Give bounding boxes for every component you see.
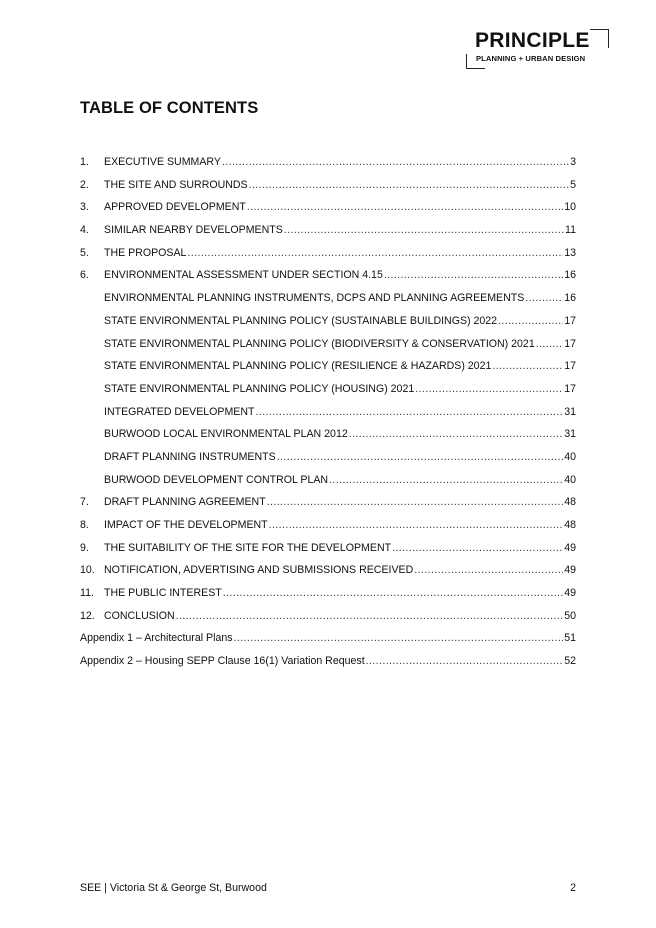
toc-entry-page[interactable]: 52: [564, 655, 576, 668]
toc-entry-number: 6.: [80, 269, 89, 282]
toc-entry-page[interactable]: 50: [564, 609, 576, 622]
toc-entry-label[interactable]: SIMILAR NEARBY DEVELOPMENTS: [104, 224, 283, 237]
toc-entry-label[interactable]: BURWOOD LOCAL ENVIRONMENTAL PLAN 2012: [104, 428, 348, 441]
toc-entry-label[interactable]: APPROVED DEVELOPMENT: [104, 201, 246, 214]
toc-entry-label[interactable]: THE PROPOSAL: [104, 246, 187, 259]
toc-entry-page[interactable]: 16: [564, 269, 576, 282]
toc-entry-label[interactable]: NOTIFICATION, ADVERTISING AND SUBMISSIONS RECEIVED: [104, 564, 414, 577]
toc-dot-leader: [222, 156, 569, 168]
toc-dot-leader: [415, 383, 563, 395]
toc-dot-leader: [176, 610, 564, 622]
toc-entry-label[interactable]: INTEGRATED DEVELOPMENT: [104, 405, 255, 418]
toc-entry[interactable]: [80, 655, 576, 678]
toc-entry-number: 7.: [80, 496, 89, 509]
toc-entry-number: 1.: [80, 156, 89, 168]
toc-entry-label[interactable]: IMPACT OF THE DEVELOPMENT: [104, 519, 268, 531]
toc-dot-leader: [414, 564, 563, 576]
toc-entry-page[interactable]: 40: [564, 450, 576, 463]
toc-entry-page[interactable]: 49: [564, 587, 576, 600]
toc-entry[interactable]: [80, 474, 576, 497]
toc-entry-label[interactable]: DRAFT PLANNING INSTRUMENTS: [104, 450, 276, 463]
toc-title: TABLE OF CONTENTS: [80, 99, 259, 117]
toc-dot-leader: [256, 406, 564, 418]
toc-entry-page[interactable]: 49: [564, 541, 576, 554]
logo-tagline: PLANNING + URBAN DESIGN: [476, 54, 586, 63]
toc-entry-label[interactable]: ENVIRONMENTAL ASSESSMENT UNDER SECTION 4.15: [104, 269, 383, 282]
toc-dot-leader: [366, 655, 564, 667]
toc-entry-page[interactable]: 49: [564, 564, 576, 577]
toc-entry[interactable]: [80, 247, 576, 270]
toc-entry[interactable]: [80, 451, 576, 474]
toc-entry[interactable]: [80, 383, 576, 406]
footer-document-reference: SEE | Victoria St & George St, Burwood: [80, 882, 267, 894]
toc-entry[interactable]: [80, 542, 576, 565]
toc-entry-page[interactable]: 10: [564, 201, 576, 214]
toc-entry[interactable]: [80, 201, 576, 224]
toc-entry-label[interactable]: STATE ENVIRONMENTAL PLANNING POLICY (HOUSING) 2021: [104, 382, 415, 395]
toc-dot-leader: [247, 201, 563, 213]
toc-dot-leader: [392, 542, 563, 554]
toc-entry-label[interactable]: Appendix 1 – Architectural Plans: [80, 632, 233, 645]
toc-dot-leader: [384, 269, 563, 281]
toc-entry-number: 2.: [80, 178, 89, 191]
toc-dot-leader: [269, 519, 564, 531]
toc-entry-label[interactable]: STATE ENVIRONMENTAL PLANNING POLICY (RESILIENCE & HAZARDS) 2021: [104, 360, 492, 373]
toc-entry[interactable]: [80, 564, 576, 587]
toc-entry[interactable]: [80, 496, 576, 519]
toc-entry-page[interactable]: 11: [565, 224, 576, 237]
toc-entry-label[interactable]: STATE ENVIRONMENTAL PLANNING POLICY (SUSTAINABLE BUILDINGS) 2022: [104, 314, 498, 327]
toc-entry[interactable]: [80, 360, 576, 383]
toc-dot-leader: [284, 224, 564, 236]
toc-dot-leader: [349, 428, 563, 440]
toc-entry-page[interactable]: 51: [564, 632, 576, 645]
toc-entry-page[interactable]: 3: [570, 156, 576, 168]
toc-dot-leader: [187, 247, 563, 259]
toc-entry-page[interactable]: 48: [564, 496, 576, 509]
toc-entry-label[interactable]: ENVIRONMENTAL PLANNING INSTRUMENTS, DCPS AND PLANNING AGREEMENTS: [104, 292, 525, 305]
toc-entry-label[interactable]: Appendix 2 – Housing SEPP Clause 16(1) Variation Request: [80, 655, 365, 668]
toc-entry-label[interactable]: CONCLUSION: [104, 609, 175, 622]
toc-entry[interactable]: [80, 610, 576, 633]
toc-entry-page[interactable]: 17: [564, 337, 576, 350]
table-of-contents: [80, 156, 576, 678]
toc-entry-page[interactable]: 48: [564, 519, 576, 531]
toc-entry-page[interactable]: 17: [564, 314, 576, 327]
toc-entry-number: 8.: [80, 519, 89, 531]
toc-dot-leader: [249, 179, 569, 191]
toc-entry[interactable]: [80, 269, 576, 292]
toc-dot-leader: [498, 315, 563, 327]
toc-entry[interactable]: [80, 428, 576, 451]
toc-entry-number: 11.: [80, 587, 94, 600]
toc-entry-page[interactable]: 5: [570, 178, 576, 191]
toc-dot-leader: [536, 338, 563, 350]
toc-entry-label[interactable]: THE SUITABILITY OF THE SITE FOR THE DEVELOPMENT: [104, 541, 392, 554]
toc-entry-page[interactable]: 31: [564, 405, 576, 418]
logo-bracket-top-right-icon: [590, 29, 609, 48]
toc-entry-page[interactable]: 17: [564, 360, 576, 373]
toc-entry-page[interactable]: 31: [564, 428, 576, 441]
toc-entry-number: 10.: [80, 564, 95, 577]
toc-dot-leader: [234, 632, 564, 644]
toc-entry-number: 12.: [80, 609, 95, 622]
toc-dot-leader: [223, 587, 563, 599]
toc-entry-page[interactable]: 13: [564, 246, 576, 259]
toc-entry-number: 9.: [80, 541, 89, 554]
toc-dot-leader: [277, 451, 564, 463]
toc-entry[interactable]: [80, 632, 576, 655]
toc-entry[interactable]: [80, 406, 576, 429]
principle-logo: [463, 28, 613, 72]
toc-dot-leader: [329, 474, 563, 486]
toc-entry-label[interactable]: THE PUBLIC INTEREST: [104, 587, 222, 600]
toc-entry[interactable]: [80, 315, 576, 338]
toc-dot-leader: [492, 360, 563, 372]
toc-entry-page[interactable]: 17: [564, 382, 576, 395]
toc-entry-label[interactable]: EXECUTIVE SUMMARY: [104, 156, 221, 168]
toc-entry-number: 4.: [80, 224, 89, 237]
toc-entry[interactable]: [80, 156, 576, 179]
toc-entry-label[interactable]: STATE ENVIRONMENTAL PLANNING POLICY (BIODIVERSITY & CONSERVATION) 2021: [104, 337, 535, 350]
footer-page-number: 2: [570, 882, 576, 894]
logo-brand-name: PRINCIPLE: [475, 29, 590, 52]
page-footer: [80, 882, 576, 894]
toc-entry-number: 5.: [80, 246, 89, 259]
toc-entry-label[interactable]: BURWOOD DEVELOPMENT CONTROL PLAN: [104, 473, 329, 486]
toc-entry[interactable]: [80, 519, 576, 542]
toc-entry-page[interactable]: 16: [564, 292, 576, 305]
toc-entry[interactable]: [80, 179, 576, 202]
toc-dot-leader: [525, 292, 563, 304]
toc-entry-number: 3.: [80, 201, 89, 214]
toc-dot-leader: [267, 496, 564, 508]
toc-entry[interactable]: [80, 587, 576, 610]
toc-entry[interactable]: [80, 292, 576, 315]
toc-entry[interactable]: [80, 338, 576, 361]
toc-entry-label[interactable]: THE SITE AND SURROUNDS: [104, 178, 248, 191]
toc-entry-page[interactable]: 40: [564, 473, 576, 486]
toc-entry-label[interactable]: DRAFT PLANNING AGREEMENT: [104, 496, 266, 509]
toc-entry[interactable]: [80, 224, 576, 247]
